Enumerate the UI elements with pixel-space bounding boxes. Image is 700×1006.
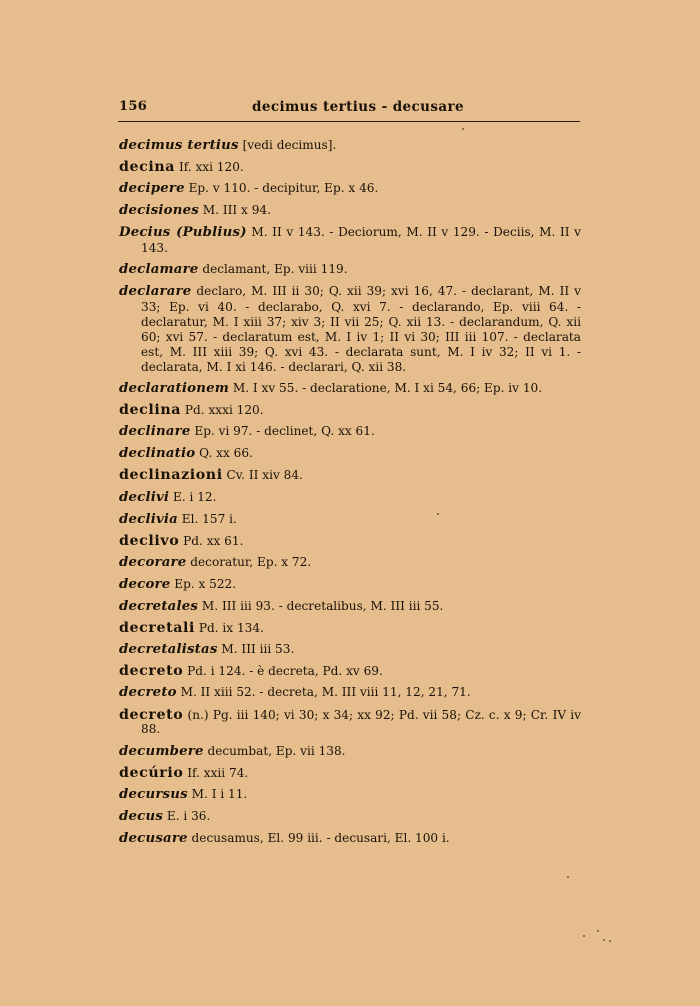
dictionary-entry	[119, 203, 581, 219]
entry-headword: decisiones	[119, 203, 199, 219]
header-rule	[118, 121, 580, 122]
entry-headword: decorare	[119, 554, 187, 570]
entry-citations: declamant, Ep. viii 119.	[198, 262, 348, 277]
entry-citations: Pd. i 124. - è decreta, Pd. xv 69.	[183, 664, 383, 679]
dictionary-entry	[119, 381, 581, 397]
dictionary-entry	[119, 642, 581, 658]
entry-headword: declinare	[119, 424, 191, 440]
entry-citations: Ep. x 522.	[170, 576, 237, 591]
running-head: decimus tertius - decusare	[252, 99, 465, 115]
entry-citations: (n.) Pg. iii 140; vi 30; x 34; xx 92; Pd. vii 58; Cz. c. x 9; Cr. IV iv 88.	[141, 707, 581, 737]
entry-citations: Ep. v 110. - decipitur, Ep. x 46.	[184, 181, 379, 196]
dictionary-entry	[119, 446, 581, 462]
dictionary-entry	[119, 685, 581, 701]
page-number: 156	[119, 99, 148, 114]
dictionary-entry	[119, 787, 581, 803]
dictionary-entry	[119, 664, 581, 679]
entry-headword: Decius (Publius)	[119, 225, 247, 241]
entry-headword: decus	[119, 808, 164, 824]
entry-citations: [vedi decimus].	[238, 138, 337, 152]
dictionary-entry	[119, 534, 581, 549]
entry-citations: If. xxi 120.	[175, 160, 244, 175]
entry-headword: declinazioni	[119, 467, 223, 484]
entry-citations: If. xxii 74.	[183, 765, 249, 780]
entry-headword: decumbere	[119, 743, 204, 759]
entry-headword: decreto	[119, 706, 184, 723]
dictionary-entry	[119, 831, 581, 847]
entry-headword: declinatio	[119, 446, 196, 462]
entry-citations: M. III x 94.	[198, 203, 271, 218]
entry-headword: declivia	[119, 511, 178, 527]
entry-citations: M. II xiii 52. - decreta, M. III viii 11, 12, 21, 71.	[176, 685, 471, 700]
entry-headword: decreto	[119, 685, 177, 701]
entry-headword: decusare	[119, 830, 188, 846]
entry-citations: Pd. xx 61.	[179, 533, 244, 548]
entry-citations: E. i 12.	[169, 489, 217, 504]
entry-headword: decretales	[119, 599, 199, 615]
dictionary-entry	[119, 468, 581, 483]
entry-citations: decoratur, Ep. x 72.	[186, 554, 312, 569]
entry-headword: decore	[119, 576, 171, 592]
entry-citations: M. III iii 93. - decretalibus, M. III iii 55.	[198, 599, 444, 614]
dictionary-entry	[119, 424, 581, 440]
entry-headword: decina	[119, 159, 176, 176]
dictionary-entry	[119, 555, 581, 571]
dictionary-entry	[119, 512, 581, 528]
entry-headword: decipere	[119, 181, 185, 197]
dictionary-entry	[119, 744, 581, 760]
dictionary-entry	[119, 621, 581, 636]
dictionary-entry	[119, 809, 581, 825]
entry-citations: M. I i 11.	[187, 786, 248, 801]
entry-headword: decursus	[119, 786, 188, 802]
entry-citations: Ep. vi 97. - declinet, Q. xx 61.	[190, 424, 375, 439]
entry-citations: declaro, M. III ii 30; Q. xii 39; xvi 16, 47. - declarant, M. II v 33; Ep. vi 40. - declarabo, Q. xvi 7. - declarando, Ep. viii 64. - declaratur, M. I xiii 37; xiv 3; II vii 25; Q. xii 13. - declarandum, Q. xii 60; xvi 57. - declaratum est, M. I iv 1; II vi 30; III iii 107. - declarata est, M. III xiii 39; Q. xvi 43. - declarata sunt, M. I iv 32; II vi 1. - declarata, M. I xi 146. - declarari, Q. xii 38.	[141, 284, 581, 374]
entry-headword: decimus tertius	[119, 138, 239, 153]
entry-headword: decretali	[119, 620, 196, 637]
entry-headword: declivi	[119, 489, 170, 505]
entry-citations: Cv. II xiv 84.	[222, 468, 303, 483]
paper-speck	[603, 939, 605, 941]
entry-headword: declarationem	[119, 381, 230, 397]
entry-headword: decretalistas	[119, 642, 218, 658]
dictionary-entry	[119, 766, 581, 781]
dictionary-entry	[119, 181, 581, 197]
entry-headword: declamare	[119, 262, 199, 278]
paper-speck	[609, 940, 611, 942]
paper-speck	[583, 935, 585, 937]
entry-headword: decreto	[119, 663, 184, 680]
entry-headword: declina	[119, 402, 182, 419]
entry-citations: Pd. ix 134.	[195, 621, 264, 636]
paper-speck	[462, 128, 464, 130]
dictionary-entry	[119, 403, 581, 418]
entry-citations: El. 157 i.	[177, 511, 237, 526]
dictionary-entry	[119, 160, 581, 175]
entry-headword: declarare	[119, 284, 192, 300]
paper-speck	[567, 876, 569, 878]
entry-headword: declivo	[119, 532, 180, 549]
dictionary-entries	[119, 138, 581, 853]
entry-citations: Pd. xxxi 120.	[181, 403, 264, 418]
paper-speck	[437, 513, 439, 515]
dictionary-entry	[119, 599, 581, 615]
dictionary-entry	[119, 225, 581, 256]
entry-citations: decusamus, El. 99 iii. - decusari, El. 100 i.	[187, 830, 450, 845]
entry-citations: M. III iii 53.	[217, 642, 295, 657]
dictionary-entry	[119, 490, 581, 506]
paper-speck	[597, 930, 599, 932]
entry-citations: Q. xx 66.	[195, 446, 253, 461]
dictionary-entry	[119, 577, 581, 593]
dictionary-entry	[119, 708, 581, 738]
entry-citations: decumbat, Ep. vii 138.	[203, 743, 346, 758]
dictionary-entry	[119, 284, 581, 374]
entry-citations: E. i 36.	[163, 808, 211, 823]
dictionary-entry	[119, 138, 581, 154]
entry-headword: decúrio	[119, 764, 184, 781]
entry-citations: M. I xv 55. - declaratione, M. I xi 54, 66; Ep. iv 10.	[229, 381, 543, 396]
dictionary-entry	[119, 262, 581, 278]
entry-citations: M. II v 143. - Deciorum, M. II v 129. - Deciis, M. II v 143.	[141, 225, 581, 256]
